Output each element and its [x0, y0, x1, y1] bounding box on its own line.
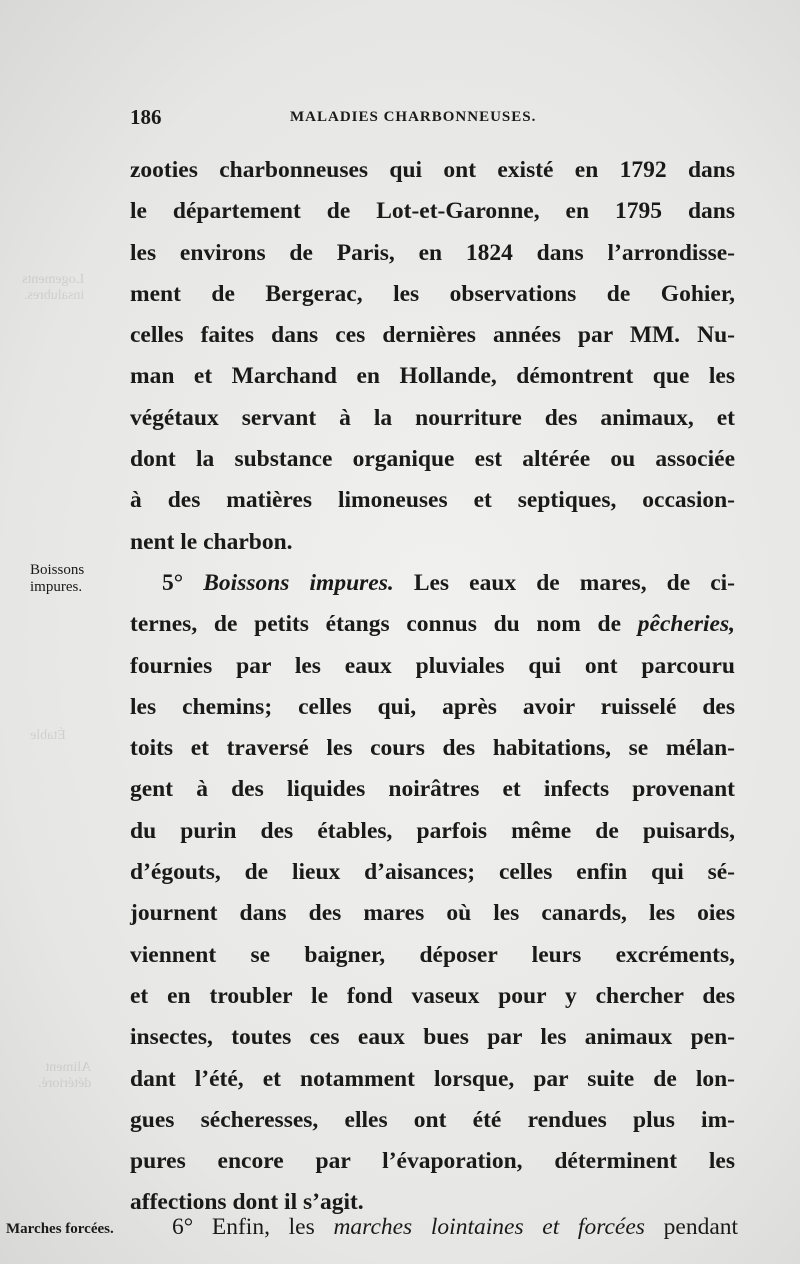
section-number: 5°: [162, 569, 184, 596]
text-line: d’égouts, de lieux d’aisances; celles enfin qui sé-: [130, 859, 735, 886]
text-line: dont la substance organique est altérée ou associée: [130, 446, 735, 473]
body-text: [130, 150, 735, 1224]
show-through-text: Logements insalubres.: [22, 272, 85, 303]
margin-note-line: impures.: [30, 579, 83, 595]
margin-note-marches-forcees: Marches forcées.: [6, 1221, 114, 1237]
margin-note-boissons-impures: [30, 562, 84, 596]
text-line: gues sécheresses, elles ont été rendues plus im-: [130, 1106, 735, 1133]
text-line: celles faites dans ces dernières années par MM. Nu-: [130, 322, 735, 349]
section-title: Boissons impures.: [203, 569, 394, 596]
text-line: pures encore par l’évaporation, déterminent les: [130, 1148, 735, 1175]
text-line: insectes, toutes ces eaux bues par les animaux pen-: [130, 1024, 735, 1051]
text-line: et en troubler le fond vaseux pour y chercher des: [130, 982, 735, 1009]
section-number: 6°: [172, 1214, 194, 1240]
page-header: [130, 105, 730, 135]
section-6-heading-line: [172, 1214, 738, 1241]
text-line: man et Marchand en Hollande, démontrent que les: [130, 363, 735, 390]
text-line: zooties charbonneuses qui ont existé en 1792 dans: [130, 157, 735, 183]
text-line: gent à des liquides noirâtres et infects provenant: [130, 776, 735, 803]
show-through-text: Aliment détérioré.: [38, 1060, 92, 1091]
text-line: nent le charbon.: [130, 528, 293, 555]
text-line: toits et traversé les cours des habitations, se mélan-: [130, 735, 735, 762]
text-line: les environs de Paris, en 1824 dans l’arrondisse-: [130, 239, 735, 266]
text-line: les chemins; celles qui, après avoir ruisselé des: [130, 693, 735, 720]
text-span: Les eaux de mares, de ci-: [413, 569, 736, 596]
text-line: le département de Lot-et-Garonne, en 1795 dans: [130, 198, 735, 225]
italic-term: pêcheries,: [637, 611, 736, 638]
text-line: fournies par les eaux pluviales qui ont parcouru: [130, 652, 735, 679]
section-title: marches lointaines et forcées: [333, 1214, 645, 1240]
text-line: [130, 604, 735, 645]
text-line: du purin des étables, parfois même de puisards,: [130, 817, 735, 844]
page-number: 186: [130, 105, 162, 129]
show-through-text: Étable: [30, 728, 66, 743]
margin-note-line: Boissons: [30, 562, 85, 578]
running-title: MALADIES CHARBONNEUSES.: [290, 109, 537, 125]
text-line: affections dont il s’agit.: [130, 1189, 364, 1216]
text-span: pendant: [663, 1214, 739, 1240]
text-line: viennent se baigner, déposer leurs excréments,: [130, 941, 735, 968]
section-5-heading-line: [130, 563, 735, 604]
text-line: ment de Bergerac, les observations de Gohier,: [130, 280, 735, 307]
text-span: Enfin, les: [211, 1214, 315, 1240]
text-line: dant l’été, et notamment lorsque, par suite de lon-: [130, 1065, 735, 1092]
text-span: ternes, de petits étangs connus du nom de: [130, 611, 622, 638]
text-line: journent dans des mares où les canards, les oies: [130, 900, 735, 927]
text-line: végétaux servant à la nourriture des animaux, et: [130, 404, 735, 431]
text-line: à des matières limoneuses et septiques, occasion-: [130, 487, 735, 514]
